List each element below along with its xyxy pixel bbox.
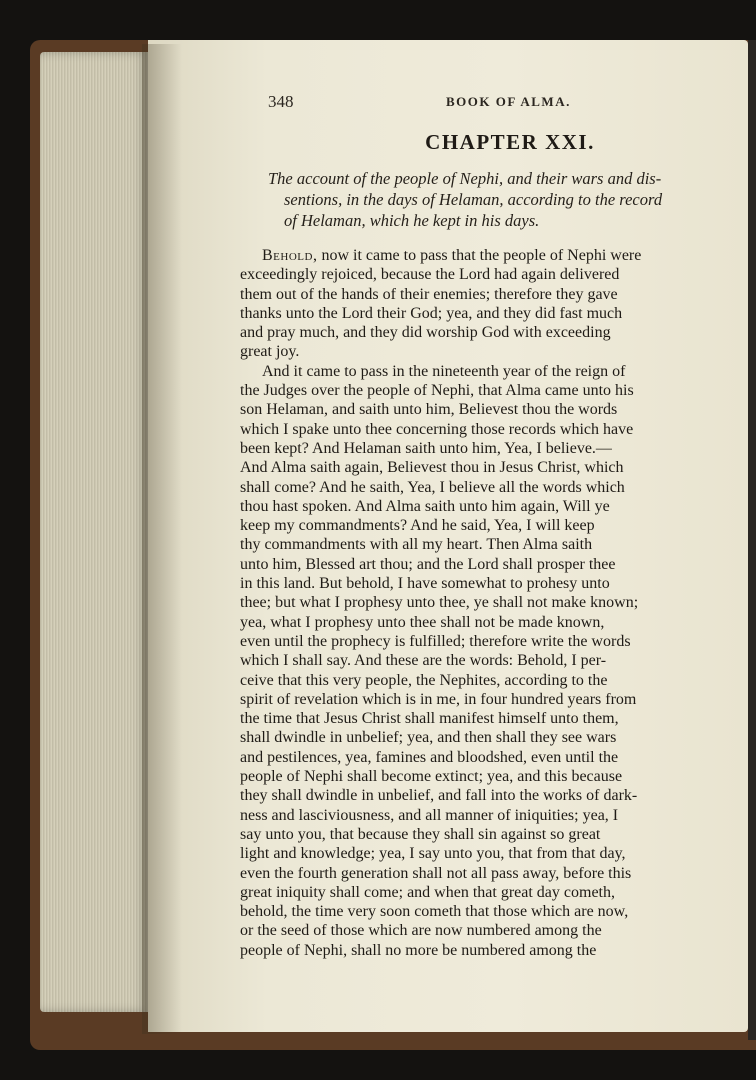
running-title: BOOK OF ALMA.: [446, 94, 571, 109]
page-number: 348: [268, 92, 294, 111]
text-line: yea, what I prophesy unto thee shall not be made known,: [240, 613, 605, 631]
synopsis-line: of Helaman, which he kept in his days.: [284, 211, 540, 230]
text-line: people of Nephi shall become extinct; yea, and this because: [240, 768, 623, 786]
text-line: in this land. But behold, I have somewhat to prohesy unto: [240, 575, 610, 593]
synopsis-line: sentions, in the days of Helaman, according to the record: [284, 190, 663, 209]
text-run: now it came to pass that the people of Nephi were: [317, 247, 642, 264]
text-line: shall dwindle in unbelief; yea, and then shall they see wars: [240, 729, 617, 747]
chapter-synopsis: [268, 168, 738, 231]
text-line: keep my commandments? And he said, Yea, I will keep: [240, 517, 595, 535]
text-line: thee; but what I prophesy unto thee, ye shall not make known;: [240, 594, 639, 612]
text-line: great iniquity shall come; and when that great day cometh,: [240, 883, 615, 901]
text-line: even until the prophecy is fulfilled; therefore write the words: [240, 632, 631, 650]
text-line: great joy.: [240, 343, 300, 361]
text-line: the Judges over the people of Nephi, that Alma came unto his: [240, 382, 634, 400]
gutter-shadow: [142, 44, 182, 1034]
text-line: the time that Jesus Christ shall manifest himself unto them,: [240, 710, 619, 728]
text-line: and pestilences, yea, famines and bloodshed, even until the: [240, 748, 619, 766]
text-line: been kept? And Helaman saith unto him, Yea, I believe.—: [240, 439, 612, 457]
text-line: which I shall say. And these are the words: Behold, I per-: [240, 652, 607, 670]
text-line: or the seed of those which are now numbered among the: [240, 922, 602, 940]
text-line: say unto you, that because they shall sin against so great: [240, 825, 601, 843]
text-line: and pray much, and they did worship God with exceeding: [240, 324, 611, 342]
lead-word: Behold,: [262, 247, 318, 264]
text-line: thou hast spoken. And Alma saith unto him again, Will ye: [240, 497, 610, 515]
text-line: exceedingly rejoiced, because the Lord had again delivered: [240, 266, 620, 284]
text-line: And Alma saith again, Believest thou in Jesus Christ, which: [240, 459, 624, 477]
text-line: ness and lasciviousness, and all manner of iniquities; yea, I: [240, 806, 619, 824]
text-line: behold, the time very soon cometh that those which are now,: [240, 903, 629, 921]
text-line: even the fourth generation shall not all pass away, before this: [240, 864, 632, 882]
page-header: [268, 92, 756, 114]
text-line: son Helaman, and saith unto him, Believest thou the words: [240, 401, 618, 419]
text-line: unto him, Blessed art thou; and the Lord shall prosper thee: [240, 555, 616, 573]
text-line: thy commandments with all my heart. Then Alma saith: [240, 536, 593, 554]
text-line: they shall dwindle in unbelief, and fall into the works of dark-: [240, 787, 638, 805]
body-text: [240, 246, 736, 960]
text-line: shall come? And he saith, Yea, I believe all the words which: [240, 478, 625, 496]
synopsis-line: The account of the people of Nephi, and their wars and dis-: [268, 169, 662, 188]
text-line: spirit of revelation which is in me, in four hundred years from: [240, 690, 637, 708]
text-line: ceive that this very people, the Nephites, according to the: [240, 671, 608, 689]
text-line: which I spake unto thee concerning those records which have: [240, 420, 634, 438]
chapter-title: CHAPTER XXI.: [425, 130, 595, 154]
text-line: light and knowledge; yea, I say unto you, that from that day,: [240, 845, 626, 863]
page-edges: [40, 52, 148, 1012]
text-line: [240, 246, 736, 265]
text-line: people of Nephi, shall no more be numbered among the: [240, 941, 597, 959]
text-line: thanks unto the Lord their God; yea, and they did fast much: [240, 304, 623, 322]
text-line: And it came to pass in the nineteenth year of the reign of: [262, 362, 626, 380]
right-edge: [748, 40, 756, 1040]
text-line: them out of the hands of their enemies; therefore they gave: [240, 285, 618, 303]
